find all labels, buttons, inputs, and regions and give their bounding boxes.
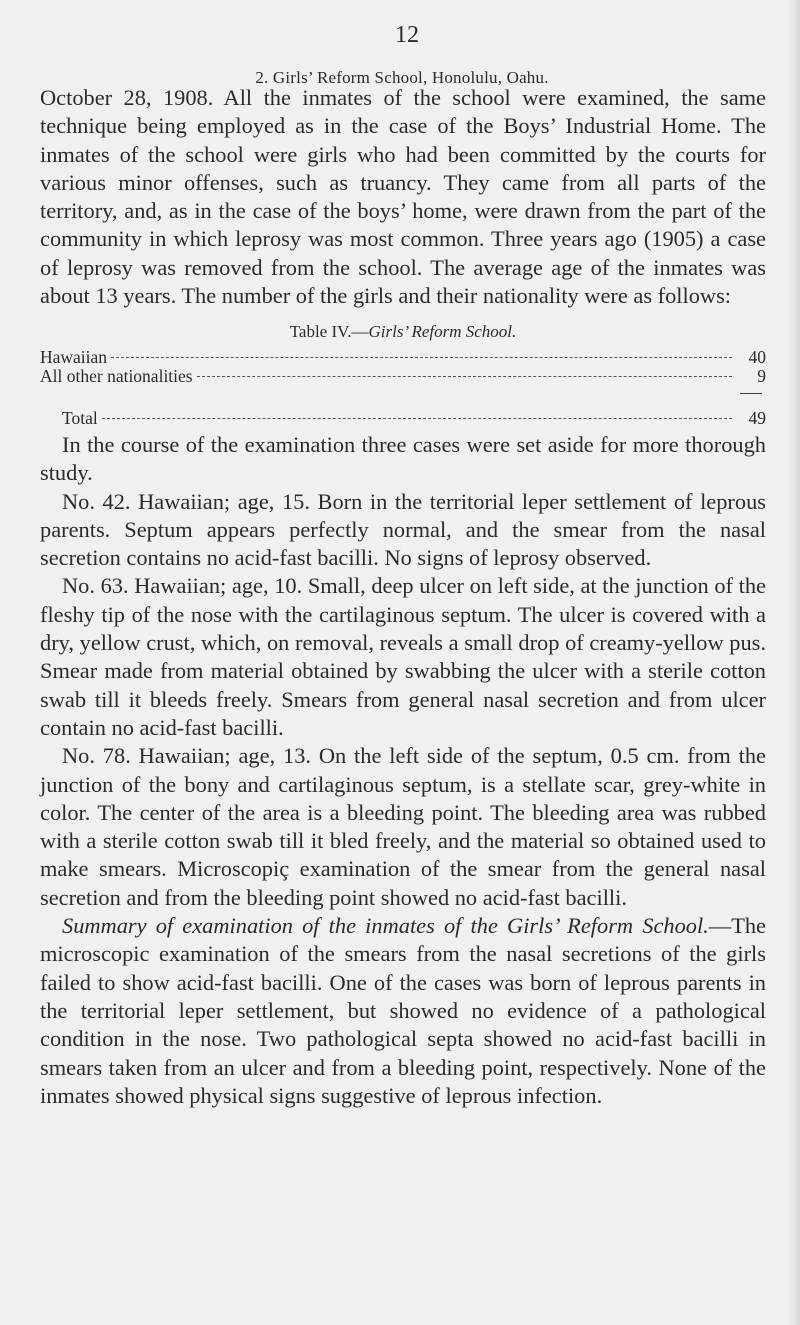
table-row-value: 9 [757,366,766,386]
page-number: 12 [395,22,419,48]
table-total-row [62,408,766,429]
page-edge-shadow [788,0,800,1325]
table-caption [40,322,766,342]
summary-heading: Summary of examination of the inmates of the Girls’ Reform School. [62,913,709,939]
table-total-value: 49 [748,408,766,428]
table-row-label: Hawaiian [40,347,108,367]
dot-leader [102,418,732,419]
total-rule [740,393,762,394]
section-heading: 2. Girls’ Reform School, Honolulu, Oahu. [255,68,549,87]
dot-leader [111,357,732,358]
dot-leader [197,376,732,377]
summary-text: —The microscopic examination of the smears from the nasal secretions of the girls failed to show acid-fast bacilli. One of the cases was born of leprous parents in the territorial leper settlement, but showed no evidence of a pathological condition in the nose. Two pathological septa showed no acid-fast bacilli in smears taken from an ulcer and from a bleeding point, respectively. None of the inmates showed physical signs suggestive of leprous infection. [40,913,766,1108]
case-42-paragraph: No. 42. Hawaiian; age, 15. Born in the territorial leper settlement of leprous parents. Septum appears perfectly normal, and the smear from the nasal secretion contains no acid-fast bacilli. No signs of leprosy observed. [40,488,766,571]
table-total-label: Total [62,408,98,428]
table-row [40,347,766,368]
table-caption-prefix: Table IV.— [289,322,369,341]
case-78-paragraph: No. 78. Hawaiian; age, 13. On the left side of the septum, 0.5 cm. from the junction of the bony and cartilaginous septum, is a stellate scar, grey-white in color. The center of the area is a bleeding point. The bleeding area was rubbed with a sterile cotton swab till it bled freely, and the material so obtained used to make smears. Microscopiç examination of the smear from the general nasal secretion and from the bleeding point showed no acid-fast bacilli. [40,743,766,910]
intro-paragraph: October 28, 1908. All the inmates of the school were examined, the same technique being employed as in the case of the Boys’ Industrial Home. The inmates of the school were girls who had been committed by the courts for various minor offenses, such as truancy. They came from all parts of the territory, and, as in the case of the boys’ home, were drawn from the part of the community in which leprosy was most common. Three years ago (1905) a case of leprosy was removed from the school. The average age of the inmates was about 13 years. The number of the girls and their nationality were as follows: [40,85,766,309]
table-row-label: All other nationalities [40,366,193,386]
table-row-value: 40 [748,347,766,367]
table-row [40,366,766,387]
table-caption-title: Girls’ Reform School. [368,322,517,341]
case-63-paragraph: No. 63. Hawaiian; age, 10. Small, deep ulcer on left side, at the junction of the fleshy tip of the nose with the cartilaginous septum. The ulcer is covered with a dry, yellow crust, which, on removal, reveals a small drop of creamy-yellow pus. Smear made from material obtained by swabbing the ulcer with a sterile cotton swab till it bleeds freely. Smears from general nasal secretion and from ulcer contain no acid-fast bacilli. [40,573,766,740]
study-intro-paragraph: In the course of the examination three cases were set aside for more thorough study. [40,432,766,486]
summary-paragraph [40,912,766,1110]
case-section [40,431,766,1110]
